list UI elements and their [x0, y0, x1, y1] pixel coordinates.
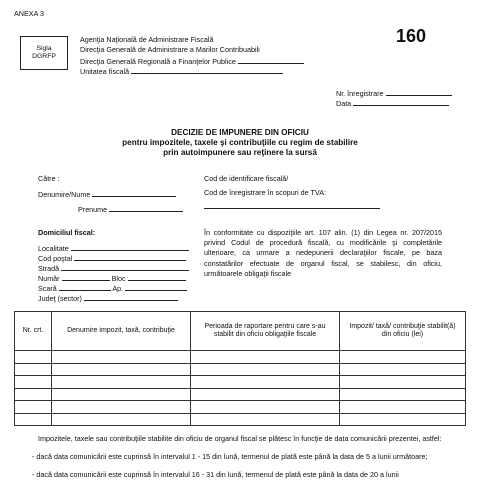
table-cell[interactable] — [191, 401, 340, 414]
county-field[interactable] — [84, 293, 178, 301]
first-name-field[interactable] — [109, 204, 183, 212]
table-cell[interactable] — [340, 401, 466, 414]
col-header-period: Perioada de raportare pentru care s-au stabilit din oficiu obligaţiile fiscale — [191, 312, 340, 351]
table-cell[interactable] — [52, 388, 191, 401]
first-name-row — [78, 204, 183, 215]
vat-code-label: Cod de înregistrare în scopuri de TVA: — [204, 188, 326, 197]
street-label: Stradă — [38, 264, 60, 273]
staircase-label: Scară — [38, 284, 57, 293]
table-cell[interactable] — [15, 401, 52, 414]
table-row — [15, 413, 466, 426]
header-directorate-2-text: Direcţia Generală Regională a Finanţelor Publice — [80, 57, 236, 66]
table-cell[interactable] — [52, 363, 191, 376]
table-cell[interactable] — [52, 351, 191, 364]
table-cell[interactable] — [191, 388, 340, 401]
table-cell[interactable] — [340, 388, 466, 401]
locality-field[interactable] — [71, 243, 189, 251]
table-cell[interactable] — [15, 388, 52, 401]
name-field[interactable] — [92, 189, 176, 197]
header-directorate-1: Direcţia Generală de Administrare a Marilor Contribuabili — [80, 45, 260, 54]
registration-date-field[interactable] — [353, 98, 449, 106]
payment-terms-intro: Impozitele, taxele sau contribuţiile stabilite din oficiu de organul fiscal se plătesc în funcţie de data comunicării prezentei, astfel: — [38, 434, 442, 443]
table-row — [15, 376, 466, 389]
registration-date — [336, 98, 449, 109]
table-cell[interactable] — [15, 413, 52, 426]
decision-subtitle-2: prin autoimpunere sau reţinere la sursă — [163, 148, 317, 157]
payment-term-1: - dacă data comunicării este cuprinsă în intervalul 1 - 15 din lună, termenul de plată este până la data de 5 a lunii următoare; — [32, 452, 428, 461]
domicile-heading: Domiciliul fiscal: — [38, 228, 96, 237]
name-label: Denumire/Nume — [38, 190, 91, 199]
table-row — [15, 351, 466, 364]
form-number: 160 — [396, 26, 427, 46]
to-label: Către : — [38, 174, 60, 183]
table-cell[interactable] — [15, 363, 52, 376]
first-name-label: Prenume — [78, 205, 108, 214]
fiscal-code-label: Cod de identificare fiscală/ — [204, 174, 289, 183]
number-label: Număr — [38, 274, 60, 283]
table-row — [15, 363, 466, 376]
table-cell[interactable] — [15, 351, 52, 364]
table-cell[interactable] — [191, 413, 340, 426]
directorate-2-field[interactable] — [238, 56, 304, 64]
table-cell[interactable] — [340, 376, 466, 389]
registration-number-field[interactable] — [386, 88, 452, 96]
header-agency: Agenţia Naţională de Administrare Fiscală — [80, 35, 214, 44]
table-cell[interactable] — [340, 413, 466, 426]
apartment-field[interactable] — [125, 283, 187, 291]
col-header-amount: Impozit/ taxă/ contribuţie stabilit(ă) din oficiu (lei) — [340, 312, 466, 351]
locality-label: Localitate — [38, 244, 69, 253]
street-field[interactable] — [61, 263, 189, 271]
table-row — [15, 388, 466, 401]
legal-basis-text: În conformitate cu dispoziţiile art. 107 alin. (1) din Legea nr. 207/2015 privind Codul de procedură fiscală, cu modificările şi completările ulterioare, ca urmare a nedepunerii declaraţiilor fiscale, pe baza constatărilor efectuate de organul fiscal, se stabilesc, din oficiu, următoarele obligaţii fiscale — [204, 228, 442, 278]
block-label: Bloc — [111, 274, 126, 283]
fiscal-unit-field[interactable] — [131, 66, 283, 74]
registration-date-label: Data — [336, 99, 352, 108]
table-cell[interactable] — [340, 351, 466, 364]
table-cell[interactable] — [15, 376, 52, 389]
col-header-nr: Nr. crt. — [15, 312, 52, 351]
tax-obligations-table — [14, 311, 466, 426]
block-field[interactable] — [128, 273, 186, 281]
stamp-line2: DGRFP — [32, 53, 56, 60]
payment-term-2: - dacă data comunicării este cuprinsă în intervalul 16 - 31 din lună, termenul de plată este până la data de 20 a lunii — [32, 470, 399, 479]
table-cell[interactable] — [52, 401, 191, 414]
registration-number-label: Nr. înregistrare — [336, 89, 384, 98]
table-cell[interactable] — [340, 363, 466, 376]
table-cell[interactable] — [191, 351, 340, 364]
name-row — [38, 189, 176, 200]
table-cell[interactable] — [52, 413, 191, 426]
postal-code-field[interactable] — [74, 253, 186, 261]
postal-code-label: Cod poştal — [38, 254, 73, 263]
table-cell[interactable] — [191, 363, 340, 376]
logo-stamp — [20, 36, 68, 70]
vat-code-field[interactable] — [204, 201, 380, 209]
annex-label: ANEXA 3 — [14, 9, 44, 18]
decision-subtitle-1: pentru impozitele, taxele şi contribuţiile cu regim de stabilire — [122, 138, 358, 147]
header-fiscal-unit — [80, 66, 283, 77]
table-cell[interactable] — [191, 376, 340, 389]
county-row — [38, 293, 178, 304]
table-header-row — [15, 312, 466, 351]
number-field[interactable] — [62, 273, 110, 281]
decision-title: DECIZIE DE IMPUNERE DIN OFICIU — [171, 128, 309, 137]
stamp-line1: Sigla — [36, 44, 52, 52]
vat-code-field-row — [204, 201, 380, 212]
apartment-label: Ap. — [112, 284, 124, 293]
table-cell[interactable] — [52, 376, 191, 389]
col-header-tax-name: Denumire impozit, taxă, contribuţie — [52, 312, 191, 351]
fiscal-unit-text: Unitatea fiscală — [80, 67, 130, 76]
county-label: Judeţ (sector) — [38, 294, 82, 303]
table-row — [15, 401, 466, 414]
staircase-field[interactable] — [59, 283, 111, 291]
